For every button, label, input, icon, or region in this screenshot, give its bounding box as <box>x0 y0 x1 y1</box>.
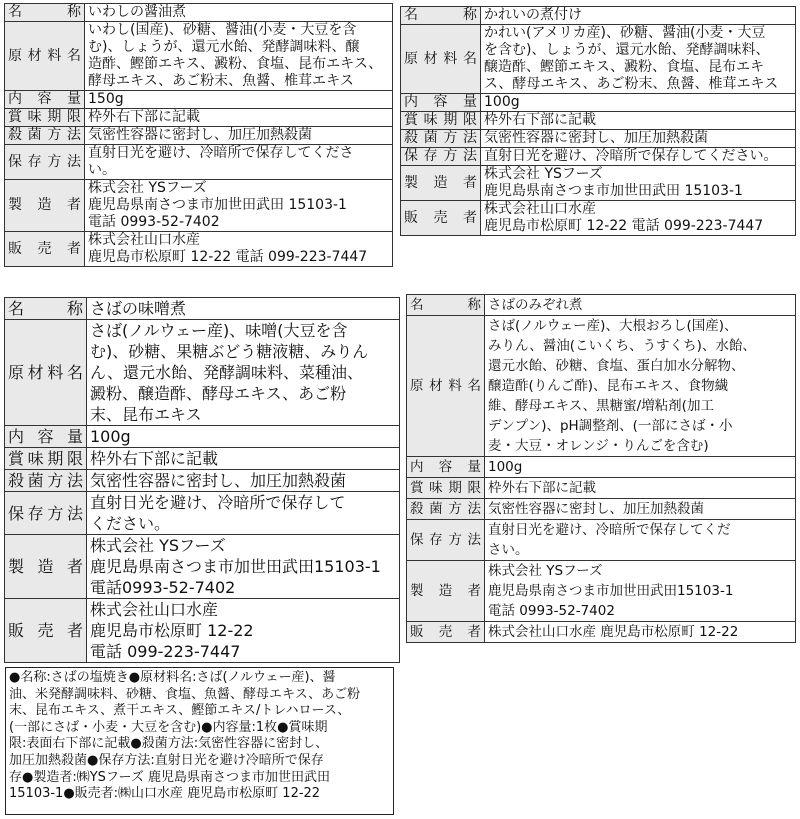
row-ingredients <box>5 320 400 426</box>
value-cell: 枠外右下部に記載 <box>85 109 393 127</box>
value-cell: さば(ノルウェー産)、大根おろし(国産)、 みりん、醤油(こいくち、うすくち)、水飴、 還元水飴、砂糖、食塩、蛋白加水分解物、 醸造酢(りんご酢)、昆布エキス、食物繊 維、酵母エキス、黒糖蜜/増粘剤(加工 デンプン)、pH調整剤、(一部にさば・小 麦・大豆・オレンジ・りんごを含む) <box>485 316 796 457</box>
key-cell: 保存方法 <box>5 492 87 535</box>
label-text-line: 油、米発酵調味料、砂糖、食塩、魚醤、酵母エキス、あご粉 <box>9 686 361 702</box>
row-seller <box>407 622 796 643</box>
value-cell: 100g <box>87 426 400 448</box>
row-sterilization <box>5 470 400 492</box>
value-cell: 気密性容器に密封し、加圧加熱殺菌 <box>85 127 393 145</box>
key-cell: 保存方法 <box>407 520 485 561</box>
key-cell: 内 容 量 <box>407 457 485 478</box>
key-cell: 販 売 者 <box>5 599 87 663</box>
key-cell: 名 称 <box>401 7 481 25</box>
value-cell: 株式会社山口水産 鹿児島市松原町 12-22 電話 099-223-7447 <box>87 599 400 663</box>
key-cell: 製 造 者 <box>5 535 87 599</box>
label-text-line: 15103-1●販売者:㈱山口水産 鹿児島市松原町 12-22 <box>9 786 321 802</box>
row-expiry <box>401 112 796 130</box>
row-content <box>401 94 796 112</box>
key-cell: 賞味期限 <box>5 448 87 470</box>
row-manufacturer <box>5 535 400 599</box>
label-table-karei <box>400 6 796 236</box>
value-cell: 150g <box>85 91 393 109</box>
row-ingredients <box>407 316 796 457</box>
row-content <box>407 457 796 478</box>
value-cell: 100g <box>481 94 796 112</box>
label-text-line: ●名称:さばの塩焼き●原材料名:さば(ノルウェー産)、醤 <box>9 670 336 685</box>
key-cell: 名 称 <box>5 4 85 22</box>
key-cell: 殺菌方法 <box>401 130 481 148</box>
label-table-body <box>5 4 393 267</box>
row-manufacturer <box>401 166 796 201</box>
value-cell: 株式会社山口水産 鹿児島市松原町 12-22 電話 099-223-7447 <box>85 232 393 267</box>
key-cell: 賞味期限 <box>407 478 485 499</box>
row-name <box>401 7 796 25</box>
key-cell: 殺菌方法 <box>5 470 87 492</box>
value-cell: 株式会社 YSフーズ 鹿児島県南さつま市加世田武田15103-1 電話0993-52-7402 <box>87 535 400 599</box>
value-cell: 直射日光を避け、冷暗所で保存してくだ さい。 <box>485 520 796 561</box>
key-cell: 原材料名 <box>5 22 85 91</box>
row-content <box>5 91 393 109</box>
value-cell: 枠外右下部に記載 <box>87 448 400 470</box>
label-box-saba-shioyaki <box>5 667 394 815</box>
value-cell: かれいの煮付け <box>481 7 796 25</box>
value-cell: さばの味噌煮 <box>87 298 400 320</box>
row-storage <box>407 520 796 561</box>
label-text-line: 存●製造者:㈱YSフーズ 鹿児島県南さつま市加世田武田 <box>9 769 331 785</box>
row-sterilization <box>407 499 796 520</box>
row-storage <box>5 145 393 180</box>
key-cell: 保存方法 <box>5 145 85 180</box>
key-cell: 内 容 量 <box>5 426 87 448</box>
row-seller <box>401 201 796 236</box>
value-cell: 株式会社山口水産 鹿児島市松原町 12-22 電話 099-223-7447 <box>481 201 796 236</box>
value-cell: 気密性容器に密封し、加圧加熱殺菌 <box>485 499 796 520</box>
key-cell: 賞味期限 <box>401 112 481 130</box>
value-cell: 気密性容器に密封し、加圧加熱殺菌 <box>481 130 796 148</box>
row-storage <box>5 492 400 535</box>
key-cell: 販 売 者 <box>5 232 85 267</box>
key-cell: 製 造 者 <box>5 180 85 232</box>
key-cell: 販 売 者 <box>407 622 485 643</box>
row-name <box>5 298 400 320</box>
row-ingredients <box>401 25 796 94</box>
row-manufacturer <box>5 180 393 232</box>
key-cell: 賞味期限 <box>5 109 85 127</box>
label-table-saba-mizore <box>406 294 796 643</box>
key-cell: 名 称 <box>407 295 485 316</box>
row-sterilization <box>401 130 796 148</box>
key-cell: 殺菌方法 <box>407 499 485 520</box>
value-cell: 枠外右下部に記載 <box>481 112 796 130</box>
key-cell: 原材料名 <box>401 25 481 94</box>
row-seller <box>5 232 393 267</box>
row-sterilization <box>5 127 393 145</box>
value-cell: 株式会社 YSフーズ 鹿児島県南さつま市加世田武田 15103-1 電話 0993-52-7402 <box>85 180 393 232</box>
label-table-iwashi <box>4 3 393 267</box>
row-content <box>5 426 400 448</box>
row-expiry <box>407 478 796 499</box>
key-cell: 販 売 者 <box>401 201 481 236</box>
row-name <box>407 295 796 316</box>
row-ingredients <box>5 22 393 91</box>
row-storage <box>401 148 796 166</box>
label-table-body <box>407 295 796 643</box>
value-cell: さば(ノルウェー産)、味噌(大豆を含 む)、砂糖、果糖ぶどう糖液糖、みりん ん、還元水飴、発酵調味料、菜種油、 澱粉、醸造酢、酵母エキス、あご粉 末、昆布エキス <box>87 320 400 426</box>
key-cell: 内 容 量 <box>401 94 481 112</box>
label-text-line: (一部にさば・小麦・大豆を含む)●内容量:1枚●賞味期 <box>9 719 328 735</box>
row-seller <box>5 599 400 663</box>
value-cell: 直射日光を避け、冷暗所で保存してください。 <box>481 148 796 166</box>
value-cell: かれい(アメリカ産)、砂糖、醤油(小麦・大豆 を含む)、しょうが、還元水飴、発酵調味料、 醸造酢、鰹節エキス、澱粉、食塩、昆布エキ ス、酵母エキス、あご粉末、魚醤、椎茸エキス <box>481 25 796 94</box>
row-name <box>5 4 393 22</box>
key-cell: 製 造 者 <box>407 561 485 622</box>
value-cell: 枠外右下部に記載 <box>485 478 796 499</box>
key-cell: 内 容 量 <box>5 91 85 109</box>
key-cell: 原材料名 <box>5 320 87 426</box>
label-table-body <box>5 298 400 663</box>
key-cell: 原材料名 <box>407 316 485 457</box>
value-cell: 気密性容器に密封し、加圧加熱殺菌 <box>87 470 400 492</box>
key-cell: 保存方法 <box>401 148 481 166</box>
label-text-line: 限:表面右下部に記載●殺菌方法:気密性容器に密封し、 <box>9 736 329 752</box>
value-cell: 100g <box>485 457 796 478</box>
row-expiry <box>5 109 393 127</box>
value-cell: いわしの醤油煮 <box>85 4 393 22</box>
label-table-body <box>401 7 796 236</box>
row-expiry <box>5 448 400 470</box>
row-manufacturer <box>407 561 796 622</box>
label-table-saba-miso <box>4 297 400 663</box>
key-cell: 製 造 者 <box>401 166 481 201</box>
key-cell: 名 称 <box>5 298 87 320</box>
value-cell: さばのみぞれ煮 <box>485 295 796 316</box>
value-cell: 直射日光を避け、冷暗所で保存して ください。 <box>87 492 400 535</box>
key-cell: 殺菌方法 <box>5 127 85 145</box>
value-cell: 株式会社 YSフーズ 鹿児島県南さつま市加世田武田 15103-1 <box>481 166 796 201</box>
value-cell: 直射日光を避け、冷暗所で保存してくださ い。 <box>85 145 393 180</box>
value-cell: 株式会社山口水産 鹿児島市松原町 12-22 <box>485 622 796 643</box>
label-text-line: 加圧加熱殺菌●保存方法:直射日光を避け冷暗所で保存 <box>9 752 324 768</box>
value-cell: 株式会社 YSフーズ 鹿児島県南さつま市加世田武田15103-1 電話 0993-52-7402 <box>485 561 796 622</box>
value-cell: いわし(国産)、砂糖、醤油(小麦・大豆を含 む)、しょうが、還元水飴、発酵調味料、醸 造酢、鰹節エキス、澱粉、食塩、昆布エキス、 酵母エキス、あご粉末、魚醤、椎茸エキス <box>85 22 393 91</box>
label-text-line: 末、昆布エキス、煮干エキス、鰹節エキス/トレハロース、 <box>9 703 351 719</box>
